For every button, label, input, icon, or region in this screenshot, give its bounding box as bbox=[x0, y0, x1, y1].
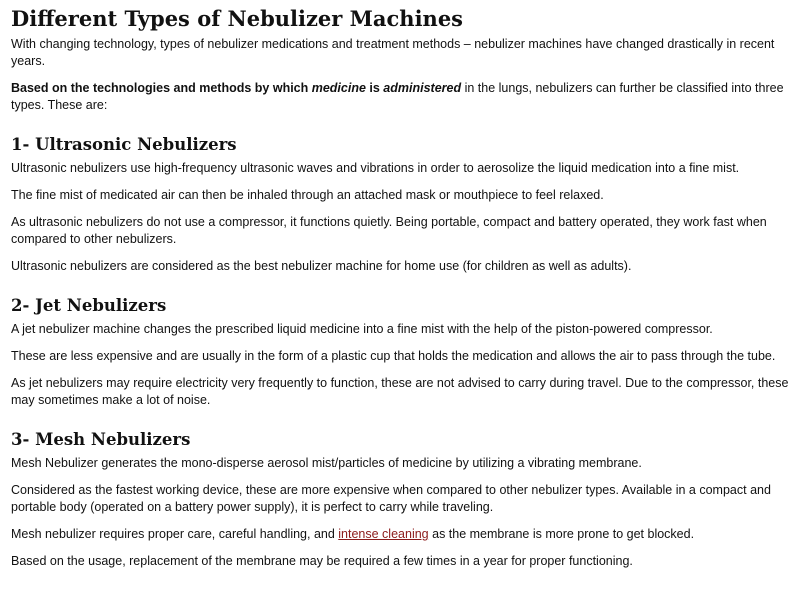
intro-emphasis-administered: administered bbox=[383, 81, 462, 95]
section-heading-mesh: 3- Mesh Nebulizers bbox=[11, 430, 191, 449]
section-heading-jet: 2- Jet Nebulizers bbox=[11, 296, 167, 315]
intense-cleaning-link[interactable]: intense cleaning bbox=[338, 527, 429, 541]
intro-paragraph: With changing technology, types of nebulizer medications and treatment methods – nebulizer machines have changed drastically in recent years. bbox=[11, 37, 775, 68]
intro-emphasis-medicine: medicine bbox=[311, 81, 366, 95]
page-title: Different Types of Nebulizer Machines bbox=[11, 6, 464, 31]
ultrasonic-paragraph-1: Ultrasonic nebulizers use high-frequency ultrasonic waves and vibrations in order to aerosolize the liquid medication into a fine mist. bbox=[11, 161, 740, 175]
intro-bold-text-a: Based on the technologies and methods by which bbox=[11, 81, 312, 95]
mesh-care-text: Mesh nebulizer requires proper care, careful handling, and bbox=[11, 527, 339, 541]
intro-types-paragraph bbox=[11, 80, 800, 114]
ultrasonic-paragraph-3: As ultrasonic nebulizers do not use a compressor, it functions quietly. Being portable, compact and battery operated, they work fast when compared to other nebulizers. bbox=[11, 215, 767, 246]
intro-bold-text-b: is bbox=[365, 81, 384, 95]
jet-paragraph-2: These are less expensive and are usually in the form of a plastic cup that holds the medication and allows the air to pass through the tube. bbox=[11, 349, 776, 363]
mesh-paragraph-2: Considered as the fastest working device, these are more expensive when compared to other nebulizer types. Available in a compact and portable body (operated on a battery power supply), it is perfect to carry while traveling. bbox=[11, 483, 771, 514]
mesh-care-text-end: as the membrane is more prone to get blocked. bbox=[428, 527, 695, 541]
jet-paragraph-3: As jet nebulizers may require electricity very frequently to function, these are not advised to carry during travel. Due to the compressor, these may sometimes make a lot of noise. bbox=[11, 376, 789, 407]
jet-paragraph-1: A jet nebulizer machine changes the prescribed liquid medicine into a fine mist with the help of the piston-powered compressor. bbox=[11, 322, 713, 336]
mesh-paragraph-3 bbox=[11, 526, 800, 543]
section-heading-ultrasonic: 1- Ultrasonic Nebulizers bbox=[11, 135, 237, 154]
ultrasonic-paragraph-2: The fine mist of medicated air can then be inhaled through an attached mask or mouthpiece to feel relaxed. bbox=[11, 188, 604, 202]
mesh-paragraph-1: Mesh Nebulizer generates the mono-disperse aerosol mist/particles of medicine by utilizing a vibrating membrane. bbox=[11, 456, 642, 470]
mesh-paragraph-4: Based on the usage, replacement of the membrane may be required a few times in a year for proper functioning. bbox=[11, 554, 633, 568]
intro-rest-text: in the lungs, nebulizers can further be classified into three types. These are: bbox=[11, 81, 784, 112]
ultrasonic-paragraph-4: Ultrasonic nebulizers are considered as the best nebulizer machine for home use (for children as well as adults). bbox=[11, 259, 632, 273]
